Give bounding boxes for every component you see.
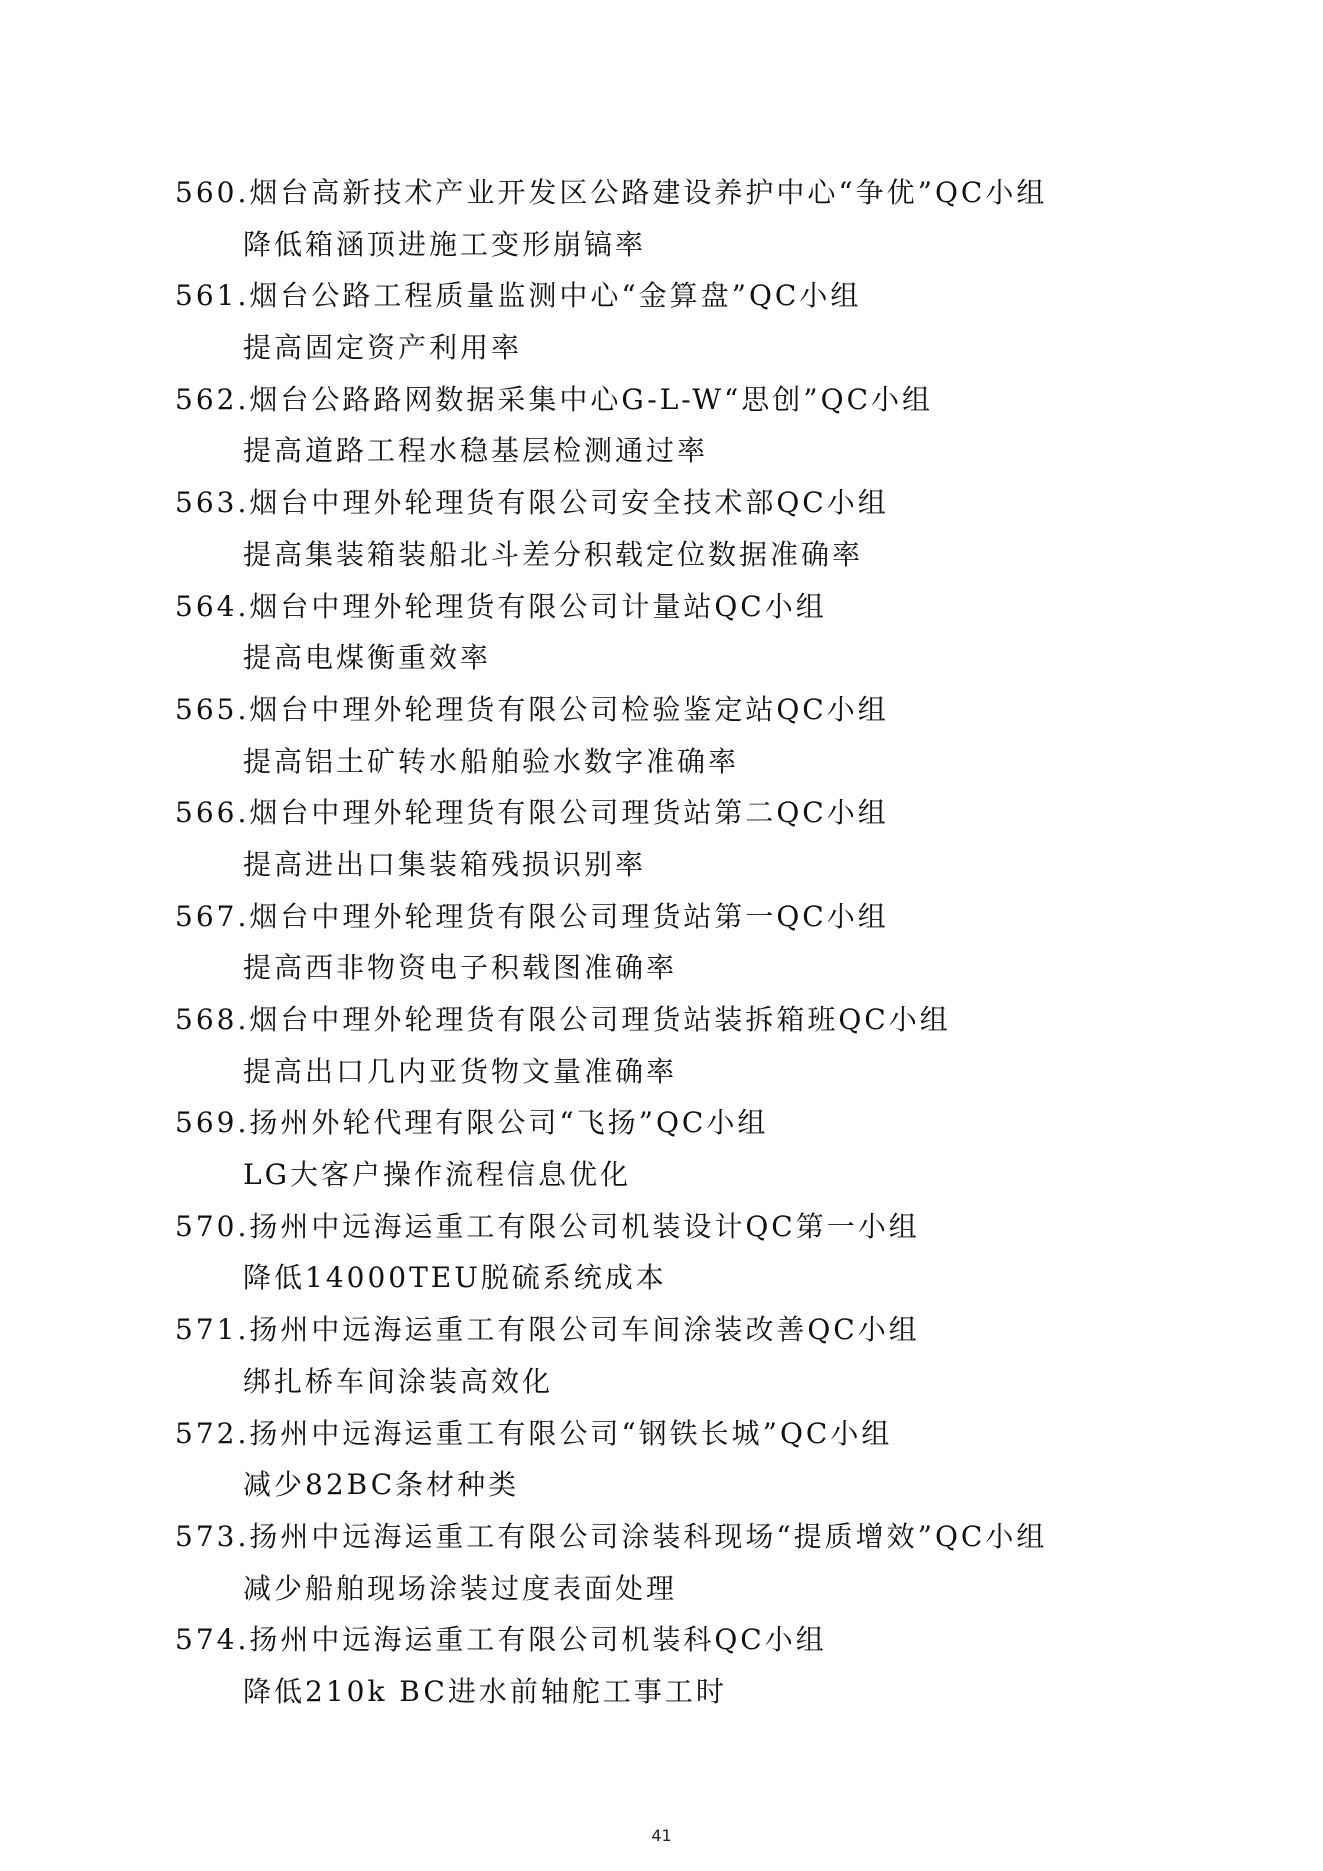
entry-title: 569.扬州外轮代理有限公司“飞扬”QC小组 [175,1106,769,1140]
entry-project: 减少船舶现场涂装过度表面处理 [243,1571,678,1605]
entry-list [175,167,1175,1718]
entry-title: 567.烟台中理外轮理货有限公司理货站第一QC小组 [175,899,889,933]
list-item [175,1304,1175,1407]
entry-title: 570.扬州中远海运重工有限公司机装设计QC第一小组 [175,1209,920,1243]
list-item [175,477,1175,580]
entry-project: 提高集装箱装船北斗差分积载定位数据准确率 [243,537,864,571]
entry-title: 571.扬州中远海运重工有限公司车间涂装改善QC小组 [175,1313,920,1347]
list-item [175,374,1175,477]
entry-title: 564.烟台中理外轮理货有限公司计量站QC小组 [175,589,827,623]
entry-project: 提高电煤衡重效率 [243,641,492,675]
entry-title: 561.烟台公路工程质量监测中心“金算盘”QC小组 [175,279,862,313]
list-item [175,167,1175,270]
entry-title: 562.烟台公路路网数据采集中心G-L-W“思创”QC小组 [175,382,934,416]
list-item [175,1511,1175,1614]
entry-title: 573.扬州中远海运重工有限公司涂装科现场“提质增效”QC小组 [175,1519,1048,1553]
entry-project: 绑扎桥车间涂装高效化 [243,1364,554,1398]
list-item [175,581,1175,684]
entry-project: 降低14000TEU脱硫系统成本 [243,1261,667,1295]
entry-title: 568.烟台中理外轮理货有限公司理货站装拆箱班QC小组 [175,1003,951,1036]
entry-title: 566.烟台中理外轮理货有限公司理货站第二QC小组 [175,796,889,830]
list-item [175,891,1175,994]
entry-title: 563.烟台中理外轮理货有限公司安全技术部QC小组 [175,486,889,520]
list-item [175,1408,1175,1511]
entry-project: 提高进出口集装箱残损识别率 [243,847,647,881]
entry-title: 560.烟台高新技术产业开发区公路建设养护中心“争优”QC小组 [175,176,1048,209]
entry-project: 提高西非物资电子积载图准确率 [243,951,678,985]
entry-project: 减少82BC条材种类 [243,1468,520,1502]
list-item [175,787,1175,890]
entry-project: 提高道路工程水稳基层检测通过率 [243,434,709,468]
entry-title: 565.烟台中理外轮理货有限公司检验鉴定站QC小组 [175,692,889,726]
entry-project: 降低210k BC进水前轴舵工事工时 [243,1674,727,1708]
list-item [175,1097,1175,1200]
list-item [175,994,1175,1097]
entry-project: 降低箱涵顶进施工变形崩镐率 [243,227,647,261]
list-item [175,270,1175,373]
entry-project: LG大客户操作流程信息优化 [243,1158,631,1192]
list-item [175,684,1175,787]
entry-title: 574.扬州中远海运重工有限公司机装科QC小组 [175,1623,827,1657]
list-item [175,1614,1175,1717]
entry-project: 提高铝土矿转水船舶验水数字准确率 [243,744,740,778]
list-item [175,1201,1175,1304]
page-number: 41 [651,1826,672,1845]
entry-project: 提高固定资产利用率 [243,331,523,365]
entry-project: 提高出口几内亚货物文量准确率 [243,1054,678,1088]
entry-title: 572.扬州中远海运重工有限公司“钢铁长城”QC小组 [175,1416,893,1450]
